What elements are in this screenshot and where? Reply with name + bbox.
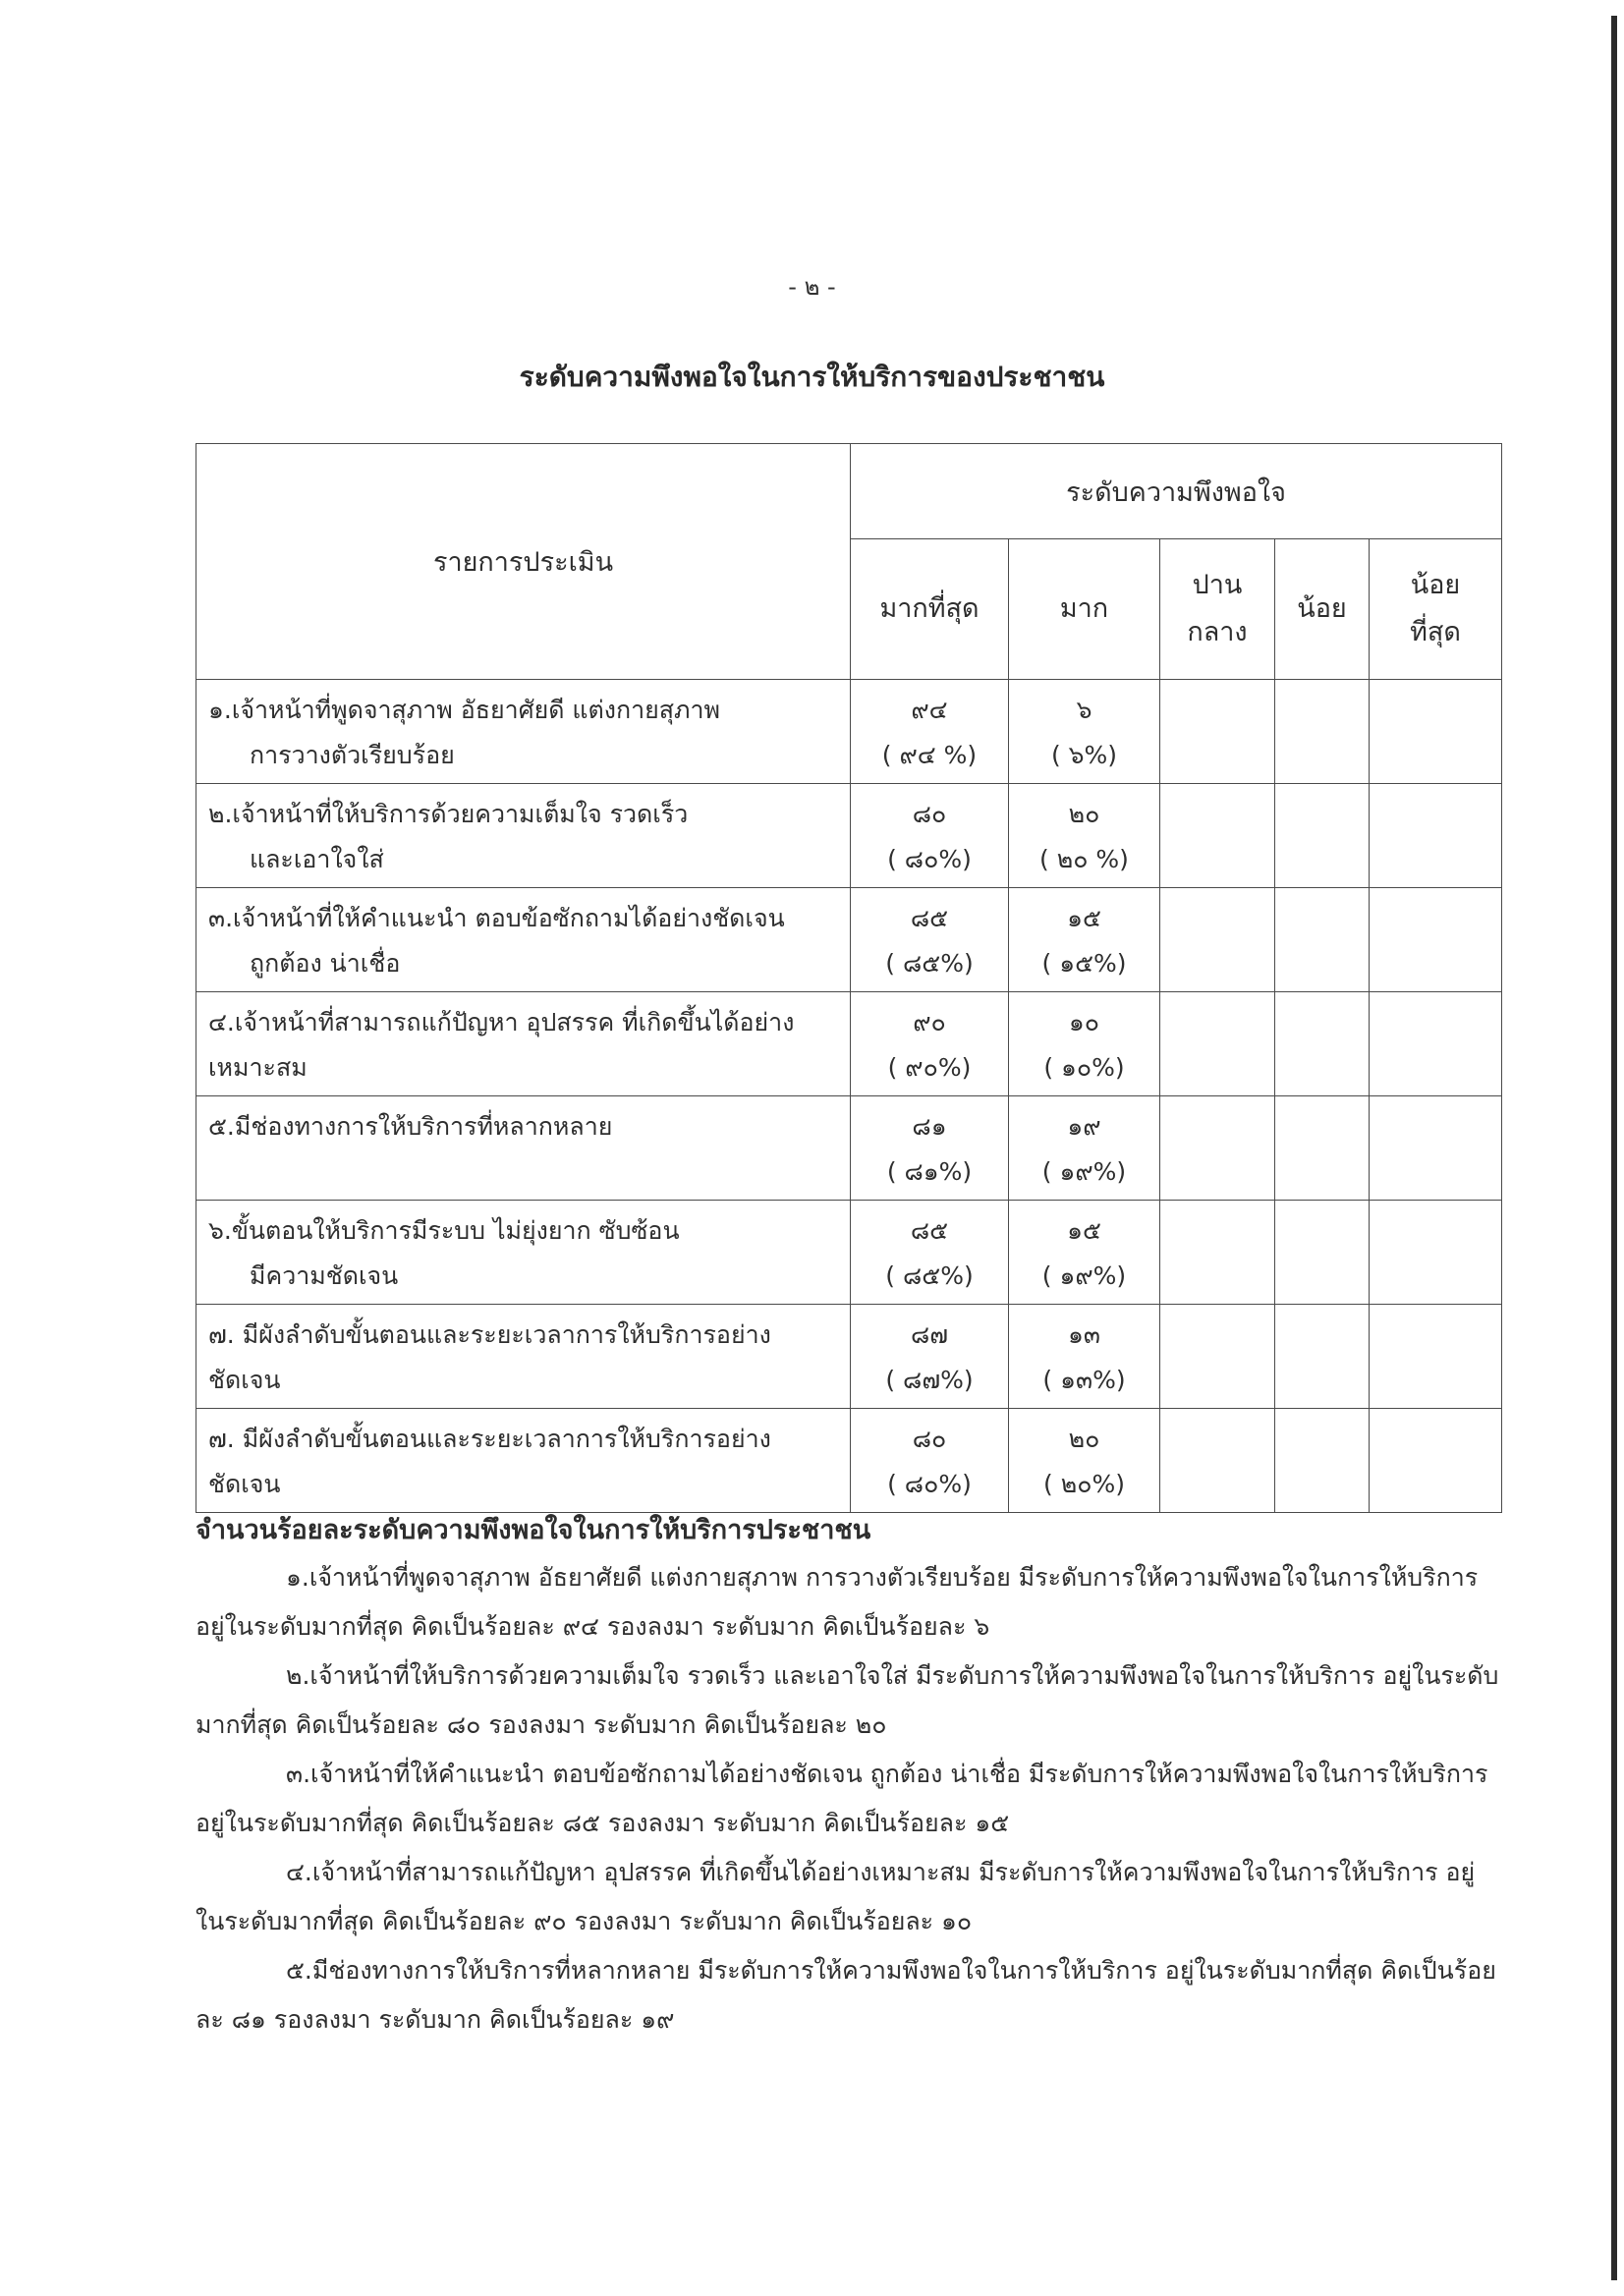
table-row bbox=[196, 680, 1502, 784]
level-least-cell bbox=[1370, 992, 1502, 1096]
percent-value: ( ๒๐ %) bbox=[1039, 845, 1129, 873]
summary-paragraph: ๔.เจ้าหน้าที่สามารถแก้ปัญหา อุปสรรค ที่เกิดขึ้นได้อย่างเหมาะสม มีระดับการให้ความพึงพอใจในการให้บริการ อยู่ในระดับมากที่สุด คิดเป็นร้อยละ ๙๐ รองลงมา ระดับมาก คิดเป็นร้อยละ ๑๐ bbox=[196, 1858, 1476, 1935]
page-number: - ๒ - bbox=[788, 273, 836, 301]
level-most-cell bbox=[851, 992, 1009, 1096]
item-line-1: ๑.เจ้าหน้าที่พูดจาสุภาพ อัธยาศัยดี แต่งกายสุภาพ bbox=[208, 696, 721, 724]
count-value: ๑๙ bbox=[1067, 1112, 1101, 1141]
header-satisfaction-level: ระดับความพึงพอใจ bbox=[851, 444, 1502, 539]
percent-value: ( ๖%) bbox=[1050, 741, 1118, 769]
item-line-2: เหมาะสม bbox=[208, 1053, 308, 1082]
header-level-medium: ปาน กลาง bbox=[1160, 539, 1275, 680]
count-value: ๙๐ bbox=[913, 1008, 946, 1036]
item-line-2: ชัดเจน bbox=[208, 1470, 281, 1498]
evaluation-item-cell bbox=[196, 680, 851, 784]
header-evaluation-item: รายการประเมิน bbox=[196, 444, 851, 680]
level-medium-cell bbox=[1160, 1201, 1275, 1305]
level-least-cell bbox=[1370, 680, 1502, 784]
evaluation-item-cell bbox=[196, 1201, 851, 1305]
header-level-most: มากที่สุด bbox=[851, 539, 1009, 680]
summary-paragraph: ๕.มีช่องทางการให้บริการที่หลากหลาย มีระดับการให้ความพึงพอใจในการให้บริการ อยู่ในระดับมากที่สุด คิดเป็นร้อยละ ๘๑ รองลงมา ระดับมาก คิดเป็นร้อยละ ๑๙ bbox=[196, 1956, 1496, 2034]
item-line-1: ๔.เจ้าหน้าที่สามารถแก้ปัญหา อุปสรรค ที่เกิดขึ้นได้อย่าง bbox=[208, 1008, 795, 1036]
table-row bbox=[196, 1409, 1502, 1513]
summary-paragraph: ๒.เจ้าหน้าที่ให้บริการด้วยความเต็มใจ รวดเร็ว และเอาใจใส่ มีระดับการให้ความพึงพอใจในการให้บริการ อยู่ในระดับมากที่สุด คิดเป็นร้อยละ ๘๐ รองลงมา ระดับมาก คิดเป็นร้อยละ ๒๐ bbox=[196, 1661, 1499, 1739]
summary-paragraph: ๑.เจ้าหน้าที่พูดจาสุภาพ อัธยาศัยดี แต่งกายสุภาพ การวางตัวเรียบร้อย มีระดับการให้ความพึงพอใจในการให้บริการ อยู่ในระดับมากที่สุด คิดเป็นร้อยละ ๙๔ รองลงมา ระดับมาก คิดเป็นร้อยละ ๖ bbox=[196, 1563, 1479, 1641]
percent-value: ( ๙๔ %) bbox=[881, 741, 978, 769]
level-low-cell bbox=[1275, 680, 1370, 784]
evaluation-item-cell bbox=[196, 1305, 851, 1409]
percent-value: ( ๘๐%) bbox=[887, 845, 972, 873]
level-most-cell bbox=[851, 1201, 1009, 1305]
header-level-least: น้อย ที่สุด bbox=[1370, 539, 1502, 680]
level-least-cell bbox=[1370, 1096, 1502, 1201]
table-row bbox=[196, 1201, 1502, 1305]
percent-value: ( ๙๐%) bbox=[887, 1053, 972, 1082]
item-line-2: และเอาใจใส่ bbox=[250, 845, 384, 873]
table-row bbox=[196, 1096, 1502, 1201]
percent-value: ( ๘๕%) bbox=[885, 1261, 974, 1290]
percent-value: ( ๑๓%) bbox=[1042, 1366, 1126, 1394]
level-most-cell bbox=[851, 1305, 1009, 1409]
item-line-1: ๓.เจ้าหน้าที่ให้คำแนะนำ ตอบข้อซักถามได้อย่างชัดเจน bbox=[208, 904, 785, 932]
level-low-cell bbox=[1275, 1305, 1370, 1409]
summary-heading: จำนวนร้อยละระดับความพึงพอใจในการให้บริการประชาชน bbox=[196, 1515, 871, 1545]
level-high-cell bbox=[1009, 992, 1160, 1096]
item-line-1: ๕.มีช่องทางการให้บริการที่หลากหลาย bbox=[208, 1112, 613, 1141]
header-level-low: น้อย bbox=[1275, 539, 1370, 680]
item-line-2: ถูกต้อง น่าเชื่อ bbox=[250, 949, 401, 978]
count-value: ๘๕ bbox=[910, 1216, 949, 1245]
level-low-cell bbox=[1275, 1201, 1370, 1305]
count-value: ๘๗ bbox=[910, 1320, 949, 1349]
level-low-cell bbox=[1275, 888, 1370, 992]
level-high-cell bbox=[1009, 1201, 1160, 1305]
document-title: ระดับความพึงพอใจในการให้บริการของประชาชน bbox=[519, 361, 1105, 393]
evaluation-item-cell bbox=[196, 992, 851, 1096]
percent-value: ( ๘๗%) bbox=[885, 1366, 974, 1394]
level-medium-cell bbox=[1160, 992, 1275, 1096]
table-row bbox=[196, 888, 1502, 992]
level-low-cell bbox=[1275, 784, 1370, 888]
level-medium-cell bbox=[1160, 1409, 1275, 1513]
item-line-1: ๖.ขั้นตอนให้บริการมีระบบ ไม่ยุ่งยาก ซับซ้อน bbox=[208, 1216, 680, 1245]
level-most-cell bbox=[851, 1096, 1009, 1201]
item-line-2: ชัดเจน bbox=[208, 1366, 281, 1394]
count-value: ๘๐ bbox=[912, 1425, 947, 1453]
level-medium-cell bbox=[1160, 888, 1275, 992]
level-most-cell bbox=[851, 888, 1009, 992]
percent-value: ( ๒๐%) bbox=[1043, 1470, 1125, 1498]
percent-value: ( ๑๙%) bbox=[1041, 1157, 1127, 1186]
summary-paragraph: ๓.เจ้าหน้าที่ให้คำแนะนำ ตอบข้อซักถามได้อย่างชัดเจน ถูกต้อง น่าเชื่อ มีระดับการให้ความพึงพอใจในการให้บริการ อยู่ในระดับมากที่สุด คิดเป็นร้อยละ ๘๕ รองลงมา ระดับมาก คิดเป็นร้อยละ ๑๕ bbox=[196, 1760, 1488, 1837]
percent-value: ( ๘๑%) bbox=[886, 1157, 973, 1186]
count-value: ๒๐ bbox=[1068, 1425, 1100, 1453]
percent-value: ( ๑๐%) bbox=[1043, 1053, 1125, 1082]
level-low-cell bbox=[1275, 1409, 1370, 1513]
evaluation-item-cell bbox=[196, 1096, 851, 1201]
level-high-cell bbox=[1009, 1096, 1160, 1201]
level-least-cell bbox=[1370, 784, 1502, 888]
count-value: ๖ bbox=[1076, 696, 1092, 724]
level-least-cell bbox=[1370, 888, 1502, 992]
level-low-cell bbox=[1275, 992, 1370, 1096]
satisfaction-table bbox=[196, 443, 1502, 1513]
header-level-high: มาก bbox=[1009, 539, 1160, 680]
evaluation-item-cell bbox=[196, 888, 851, 992]
item-line-2: การวางตัวเรียบร้อย bbox=[250, 741, 455, 769]
count-value: ๒๐ bbox=[1068, 800, 1100, 828]
level-high-cell bbox=[1009, 1305, 1160, 1409]
level-medium-cell bbox=[1160, 680, 1275, 784]
level-most-cell bbox=[851, 784, 1009, 888]
evaluation-item-cell bbox=[196, 784, 851, 888]
percent-value: ( ๑๙%) bbox=[1041, 1261, 1127, 1290]
count-value: ๘๕ bbox=[910, 904, 949, 932]
count-value: ๑๐ bbox=[1068, 1008, 1100, 1036]
level-high-cell bbox=[1009, 680, 1160, 784]
count-value: ๑๓ bbox=[1068, 1320, 1100, 1349]
level-most-cell bbox=[851, 680, 1009, 784]
table-row bbox=[196, 784, 1502, 888]
level-medium-cell bbox=[1160, 1096, 1275, 1201]
count-value: ๘๑ bbox=[912, 1112, 947, 1141]
level-medium-cell bbox=[1160, 1305, 1275, 1409]
summary-section bbox=[196, 1508, 1502, 2044]
level-most-cell bbox=[851, 1409, 1009, 1513]
level-least-cell bbox=[1370, 1305, 1502, 1409]
item-line-2: มีความชัดเจน bbox=[250, 1261, 399, 1290]
level-high-cell bbox=[1009, 1409, 1160, 1513]
level-least-cell bbox=[1370, 1201, 1502, 1305]
percent-value: ( ๘๐%) bbox=[887, 1470, 972, 1498]
count-value: ๑๕ bbox=[1067, 904, 1101, 932]
item-line-1: ๗. มีผังลำดับขั้นตอนและระยะเวลาการให้บริการอย่าง bbox=[208, 1320, 771, 1349]
count-value: ๑๕ bbox=[1067, 1216, 1101, 1245]
level-high-cell bbox=[1009, 888, 1160, 992]
percent-value: ( ๘๕%) bbox=[885, 949, 974, 978]
evaluation-item-cell bbox=[196, 1409, 851, 1513]
item-line-1: ๗. มีผังลำดับขั้นตอนและระยะเวลาการให้บริการอย่าง bbox=[208, 1425, 771, 1453]
level-low-cell bbox=[1275, 1096, 1370, 1201]
percent-value: ( ๑๕%) bbox=[1041, 949, 1127, 978]
level-medium-cell bbox=[1160, 784, 1275, 888]
count-value: ๘๐ bbox=[912, 800, 947, 828]
table-row bbox=[196, 1305, 1502, 1409]
level-least-cell bbox=[1370, 1409, 1502, 1513]
level-high-cell bbox=[1009, 784, 1160, 888]
item-line-1: ๒.เจ้าหน้าที่ให้บริการด้วยความเต็มใจ รวดเร็ว bbox=[208, 800, 689, 828]
table-row bbox=[196, 992, 1502, 1096]
count-value: ๙๔ bbox=[911, 696, 948, 724]
